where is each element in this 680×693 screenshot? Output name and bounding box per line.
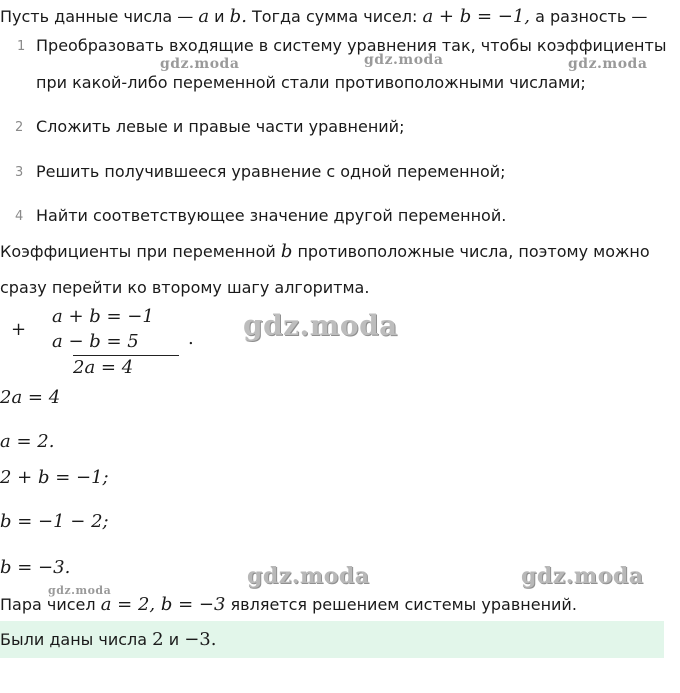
watermark-4: gdz.moda [243, 309, 398, 342]
step-4-number: 4 [15, 209, 24, 224]
answer-box [0, 621, 664, 658]
watermark-2: gdz.moda [364, 52, 444, 68]
coef-var-b: b [280, 241, 293, 262]
intro-var-a: a [198, 6, 210, 27]
pair-line [0, 594, 577, 615]
coef-text-1: Коэффициенты при переменной [0, 242, 276, 261]
system-equation-2: a − b = 5 [52, 331, 139, 352]
system-sum-line [73, 355, 179, 356]
pair-text-2: является решением системы уравнений. [230, 595, 577, 614]
step-1-line-1: Преобразовать входящие в систему уравнения так, чтобы коэффициенты [36, 36, 667, 55]
intro-text-1: Пусть данные числа — [0, 7, 194, 26]
coef-line-1 [0, 241, 650, 262]
solution-line-2: a = 2. [0, 431, 55, 452]
solution-line-4: b = −1 − 2; [0, 511, 109, 532]
step-1-line-2: при какой-либо переменной стали противоположными числами; [36, 73, 586, 92]
answer-text: Были даны числа [0, 630, 148, 649]
watermark-6: gdz.moda [521, 563, 644, 589]
watermark-7: gdz.moda [48, 584, 112, 597]
intro-sum-formula: a + b = −1, [422, 6, 530, 27]
solution-line-5: b = −3. [0, 557, 71, 578]
watermark-1: gdz.moda [160, 56, 240, 72]
watermark-5: gdz.moda [247, 563, 370, 589]
step-2-text: Сложить левые и правые части уравнений; [36, 117, 405, 136]
system-equation-1: a + b = −1 [52, 306, 154, 327]
answer-number-2: −3. [184, 629, 217, 650]
step-2-number: 2 [15, 120, 24, 135]
intro-line [0, 6, 647, 27]
watermark-3: gdz.moda [568, 56, 648, 72]
step-3-number: 3 [15, 165, 24, 180]
step-3-text: Решить получившееся уравнение с одной переменной; [36, 162, 506, 181]
intro-text-3: а разность — [535, 7, 648, 26]
system-end-dot: . [188, 328, 194, 349]
pair-text-1: Пара чисел [0, 595, 96, 614]
answer-and: и [168, 630, 180, 649]
answer-line [0, 629, 216, 650]
intro-and: и [214, 7, 225, 26]
intro-var-b: b. [229, 6, 247, 27]
coef-line-2: сразу перейти ко второму шагу алгоритма. [0, 278, 370, 297]
pair-values: a = 2, b = −3 [100, 594, 226, 615]
system-plus-sign: + [11, 319, 27, 340]
system-sum-result: 2a = 4 [73, 357, 134, 378]
solution-line-1: 2a = 4 [0, 387, 61, 408]
answer-number-1: 2 [152, 629, 164, 650]
step-4-text: Найти соответствующее значение другой переменной. [36, 206, 507, 225]
coef-text-2: противоположные числа, поэтому можно [297, 242, 650, 261]
solution-line-3: 2 + b = −1; [0, 467, 109, 488]
step-1-number: 1 [17, 39, 26, 54]
intro-text-2: Тогда сумма чисел: [252, 7, 418, 26]
